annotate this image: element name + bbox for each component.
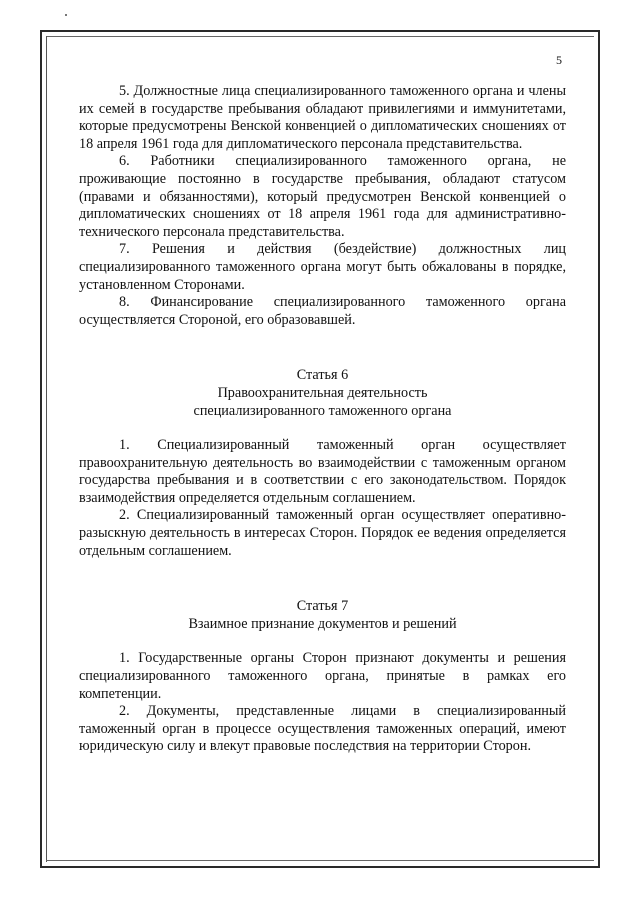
article-7-paragraph-1: 1. Государственные органы Сторон признают документы и решения специализированного таможенного органа, принятые в рамках его компетенции.	[79, 650, 566, 702]
frame-border-left	[40, 30, 42, 868]
spacer	[79, 560, 566, 598]
spacer	[79, 329, 566, 367]
frame-border-top-inner	[46, 36, 594, 37]
article-6-paragraph-2: 2. Специализированный таможенный орган осуществляет оперативно-разыскную деятельность в интересах Сторон. Порядок ее ведения определяется отдельным соглашением.	[79, 507, 566, 559]
article-6-title-line1: Правоохранительная деятельность	[217, 384, 428, 401]
scan-speck	[65, 14, 67, 16]
article-7-title-line1: Взаимное признание документов и решений	[188, 615, 457, 632]
article-6-title-line2: специализированного таможенного органа	[193, 402, 452, 419]
article-7-label: Статья 7	[296, 598, 349, 615]
spacer	[79, 633, 566, 650]
page-number: 5	[556, 53, 562, 67]
document-body	[79, 83, 566, 756]
frame-border-left-inner	[46, 36, 47, 862]
paragraph-7: 7. Решения и действия (бездействие) должностных лиц специализированного таможенного органа могут быть обжалованы в порядке, установленном Сторонами.	[79, 241, 566, 293]
spacer	[79, 420, 566, 437]
frame-border-top	[40, 30, 600, 32]
article-7-paragraph-2: 2. Документы, представленные лицами в специализированный таможенный орган в процессе осуществления таможенных операций, имеют юридическую силу и влекут правовые последствия на территории Сторон.	[79, 703, 566, 755]
frame-border-bottom	[40, 866, 600, 868]
frame-border-bottom-inner	[46, 860, 594, 861]
paragraph-8: 8. Финансирование специализированного таможенного органа осуществляется Стороной, его образовавшей.	[79, 294, 566, 328]
frame-border-right	[598, 30, 600, 868]
paragraph-6: 6. Работники специализированного таможенного органа, не проживающие постоянно в государстве пребывания, обладают статусом (правами и обязанностями), который предусмотрен Венской конвенцией о дипломатических сношениях от 18 апреля 1961 года для административно-технического персонала представительства.	[79, 153, 566, 240]
article-6-label: Статья 6	[296, 367, 349, 384]
paragraph-5: 5. Должностные лица специализированного таможенного органа и члены их семей в государстве пребывания обладают привилегиями и иммунитетами, которые предусмотрены Венской конвенцией о дипломатических сношениях от 18 апреля 1961 года для дипломатического персонала представительства.	[79, 83, 566, 152]
article-6-paragraph-1: 1. Специализированный таможенный орган осуществляет правоохранительную деятельность во взаимодействии с таможенным органом государства пребывания и в соответствии с его законодательством. Порядок взаимодействия определяется отдельным соглашением.	[79, 437, 566, 506]
